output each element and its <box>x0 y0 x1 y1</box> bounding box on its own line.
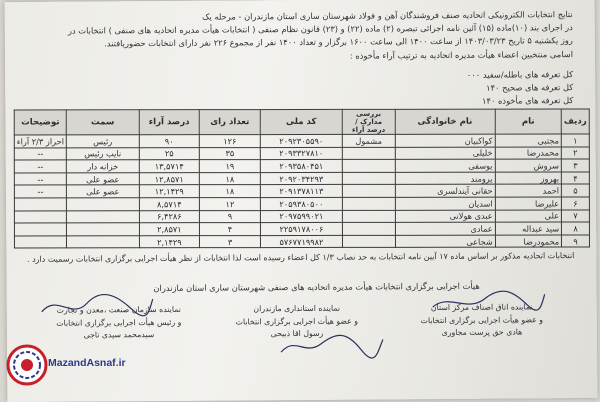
signature-name: سیدمحمد سیدی تاجی <box>83 330 155 340</box>
cell-row-no: ۵ <box>562 184 590 197</box>
cell-votes: ۴ <box>200 223 261 236</box>
cell-first-name: سروش <box>495 159 561 172</box>
cell-notes: -- <box>14 185 66 198</box>
cell-review <box>343 235 396 248</box>
cell-votes: ۳۵ <box>200 147 261 160</box>
cell-row-no: ۲ <box>561 147 589 160</box>
col-header-notes: توضیحات <box>14 110 66 135</box>
table-row <box>14 159 589 173</box>
table-row <box>14 172 589 186</box>
cell-row-no: ۴ <box>562 172 590 185</box>
committee-title: هیأت اجرایی برگزاری انتخابات هیأت مدیره اتحادیه های صنفی شهرستان ساری استان مازندران <box>153 280 480 294</box>
cell-last-name: عبدی هولانی <box>395 210 495 223</box>
watermark-tld: ir <box>118 357 126 369</box>
table-row <box>14 197 589 211</box>
cell-position <box>67 236 139 249</box>
cell-review <box>342 172 395 185</box>
cell-last-name: شجاعی <box>395 235 495 248</box>
signature-scribble <box>277 329 387 360</box>
cell-row-no: ۱ <box>561 134 589 147</box>
results-table <box>14 108 590 248</box>
table-row <box>14 147 589 161</box>
col-header-votes: تعداد رای <box>199 110 260 135</box>
cell-votes: ۱۲ <box>200 198 261 211</box>
cell-position: عضو علی <box>67 173 139 186</box>
cell-national-id: ۲۰۹۲۰۳۴۲۹۳ <box>260 172 342 185</box>
table-row <box>14 210 589 224</box>
ballot-count-line: کل تعرفه های صحیح ۱۴۰ <box>486 82 574 93</box>
cell-review <box>343 210 396 223</box>
cell-last-name: خلیلی <box>395 147 495 160</box>
cell-last-name: یوسفی <box>395 159 495 172</box>
table-header-row <box>14 109 589 135</box>
cell-review <box>343 222 396 235</box>
cell-first-name: مجتبی <box>495 134 561 147</box>
cell-notes <box>14 223 66 236</box>
cell-row-no: ۸ <box>562 222 590 235</box>
cell-position <box>67 198 139 211</box>
cell-notes <box>14 236 66 249</box>
cell-review <box>342 160 395 173</box>
cell-first-name: علیرضا <box>495 197 561 210</box>
col-header-last-name: نام خانوادگی <box>395 109 495 134</box>
cell-notes: -- <box>14 173 66 186</box>
cell-votes: ۱۹ <box>200 160 261 173</box>
cell-last-name: حقانی آیندلسری <box>395 185 495 198</box>
document-page <box>5 0 598 402</box>
cell-last-name: عمادی <box>395 222 495 235</box>
cell-national-id: ۲۰۹۱۳۷۸۱۱۳ <box>260 185 342 198</box>
cell-votes: ۱۸ <box>200 172 261 185</box>
watermark-dot: . <box>115 357 119 369</box>
col-header-national-id: کد ملی <box>260 109 342 134</box>
cell-last-name: اسدیان <box>395 197 495 210</box>
signature-line: نماینده استانداری مازندران <box>253 303 341 314</box>
cell-percent: ۹۰ <box>139 135 200 148</box>
header-line: در اجرای بند (۱۰)ماده (۱۵) آئین نامه اجرائی تبصره (۲) ماده (۲۲) و (۲۳) قانون نظام صنفی ( انتخابات هیأت مدیره اتحادیه های صنفی ) انتخابات در <box>67 22 573 36</box>
cell-national-id: ۲۰۵۹۳۸۰۵۰۰ <box>260 197 342 210</box>
header-line: اسامی منتخبین اعضاء هیأت مدیره اتحادیه به ترتیب آراء مأخوذه : <box>349 48 574 61</box>
col-header-position: سمت <box>66 110 138 135</box>
cell-percent: ۲,۱۴۲۹ <box>139 235 200 248</box>
cell-position: خزانه دار <box>67 160 139 173</box>
cell-review <box>342 147 395 160</box>
watermark-main: MazandAsnaf <box>48 357 116 369</box>
cell-national-id: ۲۰۹۷۵۹۹۰۲۱ <box>260 210 342 223</box>
col-header-review: بررسی مدارک / درصد آراء <box>342 109 395 134</box>
cell-notes: -- <box>14 160 66 173</box>
cell-national-id: ۲۲۵۹۱۷۸۰۰۶ <box>260 223 342 236</box>
signature-name: رسول اقا ذبیحی <box>270 329 324 339</box>
col-header-row-no: ردیف <box>561 109 589 134</box>
cell-position: رئیس <box>66 135 138 148</box>
signature-line: نماینده اتاق اصناف مرکز استان <box>430 302 533 313</box>
signature-line: و عضو هیأت اجرایی برگزاری انتخابات <box>235 316 359 327</box>
cell-row-no: ۳ <box>561 159 589 172</box>
cell-row-no: ۷ <box>562 210 590 223</box>
ballot-count-line: کل تعرفه های مأخوذه ۱۴۰ <box>481 95 574 107</box>
cell-notes: -- <box>14 147 66 160</box>
table-row <box>14 222 589 236</box>
cell-percent: ۲۵ <box>139 147 200 160</box>
cell-percent: ۱۲,۸۵۷۱ <box>139 172 200 185</box>
cell-position <box>67 210 139 223</box>
cell-votes: ۹ <box>200 210 261 223</box>
cell-first-name: بهروز <box>495 172 561 185</box>
ballot-count-line: کل تعرفه های باطله/سفید ۰۰۰ <box>466 69 574 80</box>
cell-last-name: یرومند <box>395 172 495 185</box>
cell-votes: ۱۸ <box>200 185 261 198</box>
cell-percent: ۱۳,۵۷۱۴ <box>139 160 200 173</box>
cell-position <box>67 223 139 236</box>
cell-votes: ۳ <box>200 235 261 248</box>
cell-review <box>343 197 396 210</box>
ballot-counts <box>273 68 573 110</box>
cell-percent: ۲,۸۵۷۱ <box>139 223 200 236</box>
signature-scribble <box>37 291 157 322</box>
table-row <box>14 184 589 198</box>
cell-row-no: ۹ <box>562 235 590 248</box>
signature-line: نماینده سازمان صنعت ،معدن و تجارت <box>56 304 181 315</box>
signature-line: و رئیس هیأت اجرایی برگزاری انتخابات <box>56 317 182 328</box>
cell-notes <box>14 210 66 223</box>
cell-percent: ۶,۴۲۸۶ <box>139 210 200 223</box>
cell-notes: احراز ۲/۳ آراء <box>14 135 66 148</box>
col-header-percent: درصد آراء <box>139 110 200 135</box>
header-line: روز یکشنبه ۵ تاریخ ۱۴۰۳/۰۳/۲۳ از ساعت ۱۴۰۰ الی ساعت ۱۶۰۰ برگزار و تعداد ۱۴۰۰ نفر از مجموع ۲۲۶ نفر دارای انتخابات حضوریافتند. <box>104 35 573 49</box>
cell-position: نایب رئیس <box>67 147 139 160</box>
cell-last-name: کواکبیان <box>395 134 495 147</box>
cell-first-name: محمودرضا <box>495 235 561 248</box>
cell-national-id: ۲۰۹۳۵۸۰۴۵۱ <box>260 160 342 173</box>
cell-percent: ۱۲,۱۴۲۹ <box>139 185 200 198</box>
signature-scribble <box>427 288 547 317</box>
table-row <box>14 235 589 249</box>
table-row <box>14 134 589 148</box>
cell-position: عضو علی <box>67 185 139 198</box>
cell-first-name: علی <box>495 210 561 223</box>
cell-review: مشمول <box>342 134 395 147</box>
header-line: نتایج انتخابات الکترونیکی اتحادیه صنف فروشندگان آهن و فولاد شهرستان ساری استان مازندران - مرحله یک <box>202 9 573 22</box>
cell-percent: ۸,۵۷۱۴ <box>139 198 200 211</box>
mazandasnaf-logo-icon <box>6 344 48 386</box>
cell-votes: ۱۲۶ <box>200 135 261 148</box>
cell-notes <box>14 198 66 211</box>
signature-line: و عضو هیأت اجرایی برگزاری انتخابات <box>420 314 544 325</box>
cell-national-id: ۲۰۹۲۳۰۵۵۹۰ <box>260 134 342 147</box>
footer-note: انتخابات اتحادیه مذکور بر اساس ماده ۱۷ آیین نامه انتخابات به حد نصاب ۱/۳ کل اعضاء رسیده است لذا انتخابات از نظر هیأت اجرایی برگزاری انتخابات رسمیت دارد . <box>26 251 575 264</box>
cell-first-name: محمدرضا <box>495 147 561 160</box>
cell-first-name: سید عبداله <box>495 222 561 235</box>
cell-row-no: ۶ <box>562 197 590 210</box>
cell-review <box>342 185 395 198</box>
signature-name: هادی حق پرست مجاوری <box>441 327 523 338</box>
cell-first-name: احمد <box>495 184 561 197</box>
document-header <box>13 8 573 65</box>
watermark-url <box>48 357 126 369</box>
cell-national-id: ۲۰۹۳۳۲۷۸۱۰ <box>260 147 342 160</box>
cell-national-id: ۵۷۶۷۷۱۹۹۸۲ <box>260 235 342 248</box>
col-header-first-name: نام <box>495 109 561 134</box>
